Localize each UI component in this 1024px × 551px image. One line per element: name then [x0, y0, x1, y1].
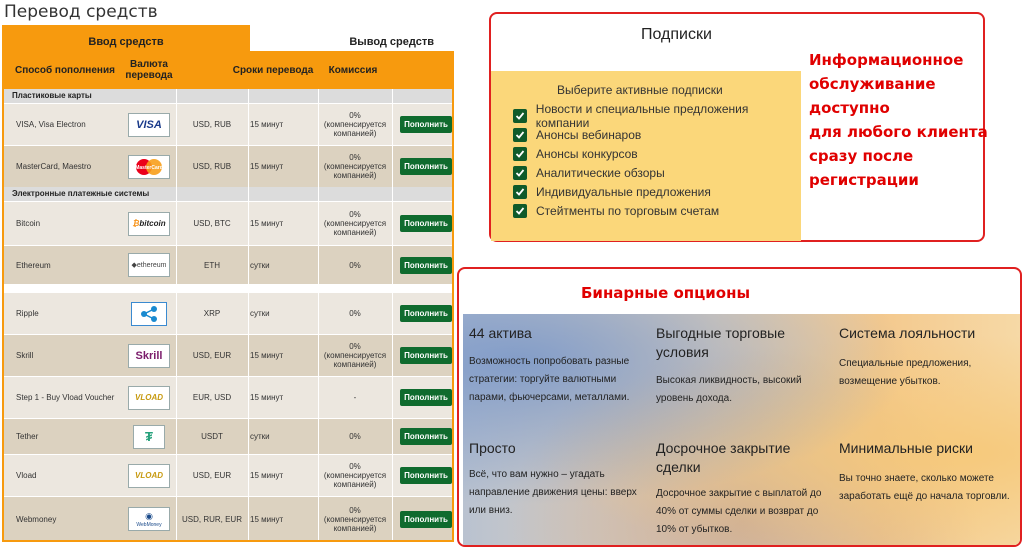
currency: USD, RUR, EUR: [181, 514, 242, 524]
commission: 0% (компенсируется компанией): [323, 505, 387, 533]
term: 15 минут: [250, 219, 284, 228]
subscription-item[interactable]: [513, 145, 638, 163]
skrill-logo: Skrill: [128, 344, 170, 368]
table-row: [4, 334, 452, 376]
currency: USD, EUR: [192, 351, 232, 360]
currency: ETH: [204, 260, 220, 270]
commission: 0% (компенсируется компанией): [323, 111, 387, 138]
vload-logo: VLOAD: [128, 386, 170, 410]
feature-title: Досрочное закрытие сделки: [656, 440, 791, 475]
table-row: [4, 201, 452, 245]
checkbox-checked-icon[interactable]: [513, 166, 527, 180]
ethereum-logo: ◆ ethereum: [128, 253, 170, 277]
tab-withdraw[interactable]: Вывод средств: [250, 25, 454, 51]
term: 15 минут: [250, 471, 284, 480]
checkbox-checked-icon[interactable]: [513, 204, 527, 218]
commission: 0%: [349, 432, 361, 441]
divider: [4, 284, 452, 292]
page-title: Перевод средств: [4, 2, 158, 22]
subscriptions-panel: [489, 12, 988, 242]
feature-card: [469, 439, 647, 520]
tab-deposit[interactable]: Ввод средств: [2, 25, 250, 51]
tabs: [2, 25, 454, 51]
feature-title: Просто: [469, 440, 516, 456]
divider: [392, 89, 393, 540]
method-name: Tether: [16, 432, 39, 441]
commission: -: [353, 393, 357, 402]
table-row: [4, 496, 452, 541]
currency: EUR, USD: [192, 393, 232, 402]
deposit-button[interactable]: Пополнить: [400, 511, 452, 528]
currency: USD, EUR: [192, 471, 232, 480]
subscription-item[interactable]: [513, 183, 711, 201]
deposit-button[interactable]: Пополнить: [400, 428, 452, 445]
feature-card: [469, 324, 647, 407]
deposit-button[interactable]: Пополнить: [400, 305, 452, 322]
deposit-button[interactable]: Пополнить: [400, 158, 452, 175]
subscription-item[interactable]: [513, 102, 801, 130]
feature-title: Минимальные риски: [839, 440, 973, 456]
section-cards: Пластиковые карты: [4, 89, 452, 103]
commission: 0% (компенсируется компанией): [323, 342, 387, 369]
currency: USDT: [201, 432, 223, 441]
term: сутки: [250, 432, 270, 441]
method-name: Skrill: [16, 351, 34, 360]
method-name: Ripple: [16, 309, 39, 318]
subscriptions-title: Подписки: [641, 26, 712, 43]
commission: 0%: [349, 260, 361, 270]
table-row: [4, 418, 452, 454]
deposit-button[interactable]: Пополнить: [400, 116, 452, 133]
deposit-button[interactable]: Пополнить: [400, 467, 452, 484]
subscription-item[interactable]: [513, 164, 665, 182]
subscription-label: Аналитические обзоры: [536, 166, 665, 180]
term: 15 минут: [250, 351, 284, 360]
feature-title: 44 актива: [469, 325, 532, 341]
ripple-logo: [131, 302, 167, 326]
method-name: Bitcoin: [16, 219, 41, 228]
webmoney-logo: ◉ WebMoney: [128, 507, 170, 531]
term: 15 минут: [250, 393, 284, 402]
svg-text:MasterCard: MasterCard: [135, 164, 163, 171]
table-row: [4, 454, 452, 496]
vload-logo: VLOAD: [128, 464, 170, 488]
divider: [318, 89, 319, 540]
feature-text: Высокая ликвидность, высокий уровень дохода.: [656, 375, 802, 404]
feature-text: Всё, что вам нужно – угадать направление движения цены: вверх или вниз.: [469, 469, 637, 516]
subscription-label: Индивидуальные предложения: [536, 185, 711, 199]
method-name: Vload: [16, 471, 37, 480]
subscription-label: Новости и специальные предложения компании: [535, 102, 749, 130]
table-body: [2, 89, 454, 542]
column-commission: Комиссия: [328, 65, 378, 76]
currency: USD, RUB: [192, 162, 232, 171]
section-epay: Электронные платежные системы: [4, 187, 452, 201]
commission: 0%: [349, 309, 361, 318]
mastercard-logo: [128, 155, 170, 179]
feature-card: [656, 439, 828, 539]
bitcoin-logo: ₿ bitcoin: [128, 212, 170, 236]
currency: USD, RUB: [192, 120, 232, 129]
commission: 0% (компенсируется компанией): [323, 153, 387, 180]
binary-options-background: [463, 314, 1020, 546]
commission: 0% (компенсируется компанией): [323, 210, 387, 237]
term: сутки: [250, 309, 270, 318]
feature-card: [839, 439, 1017, 506]
subscription-item[interactable]: [513, 202, 719, 220]
subscriptions-list: [491, 71, 801, 241]
method-name: VISA, Visa Electron: [16, 120, 86, 129]
method-name: Ethereum: [16, 260, 51, 270]
currency: XRP: [203, 309, 221, 318]
term: 15 минут: [250, 120, 284, 129]
subscription-label: Стейтменты по торговым счетам: [536, 204, 720, 218]
binary-options-panel: [457, 267, 1022, 547]
currency: USD, BTC: [193, 219, 231, 228]
info-note: Информационное обслуживание доступно для любого клиента сразу после регистрации: [809, 51, 988, 189]
transfer-table: [2, 25, 454, 542]
visa-logo: VISA: [128, 113, 170, 137]
feature-card: [656, 324, 826, 408]
column-method: Способ пополнения: [15, 65, 115, 76]
feature-text: Возможность попробовать разные стратегии: торгуйте валютными парами, фьючерсами, металлами.: [469, 356, 630, 403]
checkbox-checked-icon[interactable]: [513, 128, 527, 142]
checkbox-checked-icon[interactable]: [513, 109, 527, 123]
subscription-label: Анонсы конкурсов: [536, 147, 638, 161]
method-name: Step 1 - Buy Vload Voucher: [16, 393, 115, 402]
feature-title: Система лояльности: [839, 325, 976, 341]
tether-logo: ₮: [133, 425, 165, 449]
deposit-button[interactable]: Пополнить: [400, 347, 452, 364]
table-row: [4, 145, 452, 187]
method-name: Webmoney: [16, 514, 57, 524]
table-row: [4, 103, 452, 145]
subscription-label: Анонсы вебинаров: [536, 128, 642, 142]
divider: [248, 89, 249, 540]
column-term: Сроки перевода: [232, 65, 314, 76]
table-header: [2, 51, 454, 89]
deposit-button[interactable]: Пополнить: [400, 389, 452, 406]
divider: [176, 89, 177, 540]
table-row: [4, 245, 452, 284]
checkbox-checked-icon[interactable]: [513, 147, 527, 161]
binary-options-title: Бинарные опционы: [581, 284, 751, 302]
column-currency: Валюта перевода: [125, 59, 173, 81]
subscriptions-prompt: Выберите активные подписки: [557, 83, 723, 97]
table-row: [4, 292, 452, 334]
deposit-button[interactable]: Пополнить: [400, 257, 452, 274]
commission: 0% (компенсируется компанией): [323, 462, 387, 489]
subscription-item[interactable]: [513, 126, 641, 144]
table-row: [4, 376, 452, 418]
checkbox-checked-icon[interactable]: [513, 185, 527, 199]
feature-text: Досрочное закрытие с выплатой до 40% от суммы сделки и возврат до 10% от убытков.: [656, 488, 822, 535]
feature-title: Выгодные торговые условия: [656, 325, 786, 360]
term: 15 минут: [250, 514, 284, 524]
feature-text: Вы точно знаете, сколько можете заработать ещё до начала торговли.: [839, 473, 1010, 502]
feature-card: [839, 324, 1017, 391]
term: сутки: [250, 260, 270, 270]
method-name: MasterCard, Maestro: [16, 162, 92, 171]
feature-text: Специальные предложения, возмещение убытков.: [839, 358, 972, 387]
term: 15 минут: [250, 162, 284, 171]
deposit-button[interactable]: Пополнить: [400, 215, 452, 232]
